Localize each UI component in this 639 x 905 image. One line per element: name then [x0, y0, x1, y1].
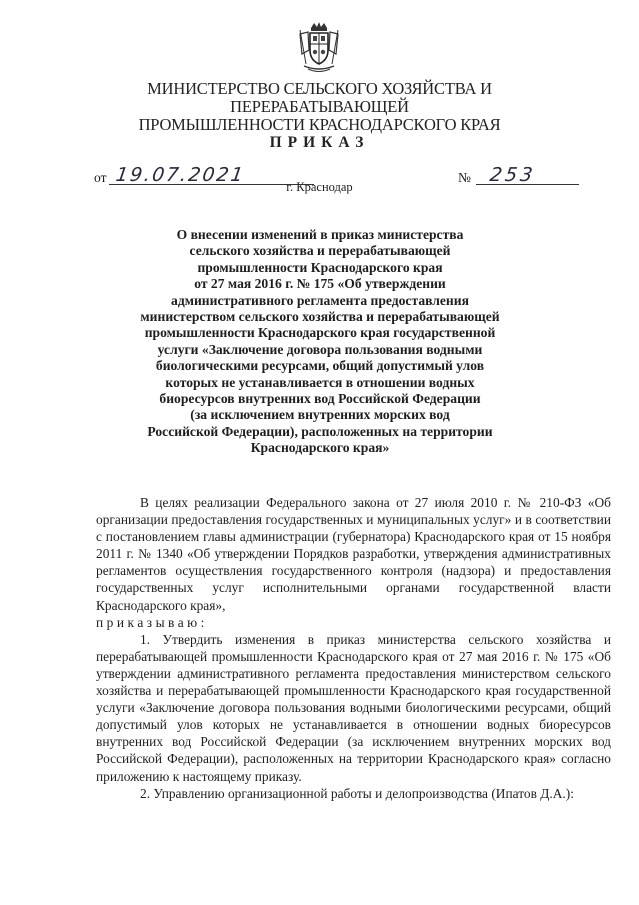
number-prefix: № [458, 170, 471, 185]
subject-line: биологическими ресурсами, общий допустимый улов [155, 358, 485, 374]
subject-line: (за исключением внутренних морских вод [190, 407, 450, 423]
subject-line: промышленности Краснодарского края государственной [144, 325, 496, 341]
subject-line: промышленности Краснодарского края [197, 259, 443, 275]
city: г. Краснодар [286, 180, 353, 194]
subject-line: биоресурсов внутренних вод Российской Федерации [159, 391, 481, 407]
subject-line: сельского хозяйства и перерабатывающей [189, 243, 451, 259]
order-number: 253 [488, 164, 537, 186]
document-body [96, 494, 611, 802]
date-prefix: от [94, 170, 107, 185]
coat-of-arms-icon [296, 20, 342, 74]
subject-line: услуги «Заключение договора пользования водными [157, 341, 483, 357]
subject-line: от 27 мая 2016 г. № 175 «Об утверждении [194, 276, 446, 292]
subject-line: которых не устанавливается в отношении водных [165, 374, 475, 390]
subject-line: административного регламента предоставления [171, 292, 469, 308]
item-1-paragraph: 1. Утвердить изменения в приказ министерства сельского хозяйства и перерабатывающей промышленности Краснодарского края от 27 мая 2016 г. № 175 «Об утверждении административного регламента предоставления министерством сельского хозяйства и перерабатывающей промышленности Краснодарского края государственной услуги «Заключение договора пользования водными биологическими ресурсами, общий допустимый улов которых не устанавливается в отношении водных биоресурсов внутренних вод Российской Федерации (за исключением внутренних морских вод Российской Федерации), расположенных на территории Краснодарского края» согласно приложению к настоящему приказу. [96, 631, 611, 784]
subject-line: О внесении изменений в приказ министерства [176, 227, 464, 242]
order-subject [130, 227, 510, 457]
subject-line: Краснодарского края» [250, 440, 390, 456]
decree-word: приказываю: [96, 614, 208, 630]
subject-line: министерством сельского хозяйства и перерабатывающей [140, 309, 500, 325]
ministry-name-line2: ПРОМЫШЛЕННОСТИ КРАСНОДАРСКОГО КРАЯ [138, 115, 501, 134]
subject-line: Российской Федерации), расположенных на территории [147, 423, 493, 439]
ministry-name [70, 80, 569, 134]
ministry-name-line1: МИНИСТЕРСТВО СЕЛЬСКОГО ХОЗЯЙСТВА И ПЕРЕРАБАТЫВАЮЩЕЙ [147, 79, 492, 116]
preamble-paragraph: В целях реализации Федерального закона от 27 июля 2010 г. № 210-ФЗ «Об организации предоставления государственных и муниципальных услуг» и в соответствии с постановлением главы администрации (губернатора) Краснодарского края от 15 ноября 2011 г. № 1340 «Об утверждении Порядков разработки, утверждения административных регламентов осуществления государственного контроля (надзора) и предоставления государственных услуг исполнительными органами государственной власти Краснодарского края», [96, 495, 611, 613]
order-date: 19.07.2021 [114, 164, 247, 186]
item-2-paragraph: 2. Управлению организационной работы и делопроизводства (Ипатов Д.А.): [140, 785, 574, 801]
order-title: ПРИКАЗ [269, 134, 370, 151]
